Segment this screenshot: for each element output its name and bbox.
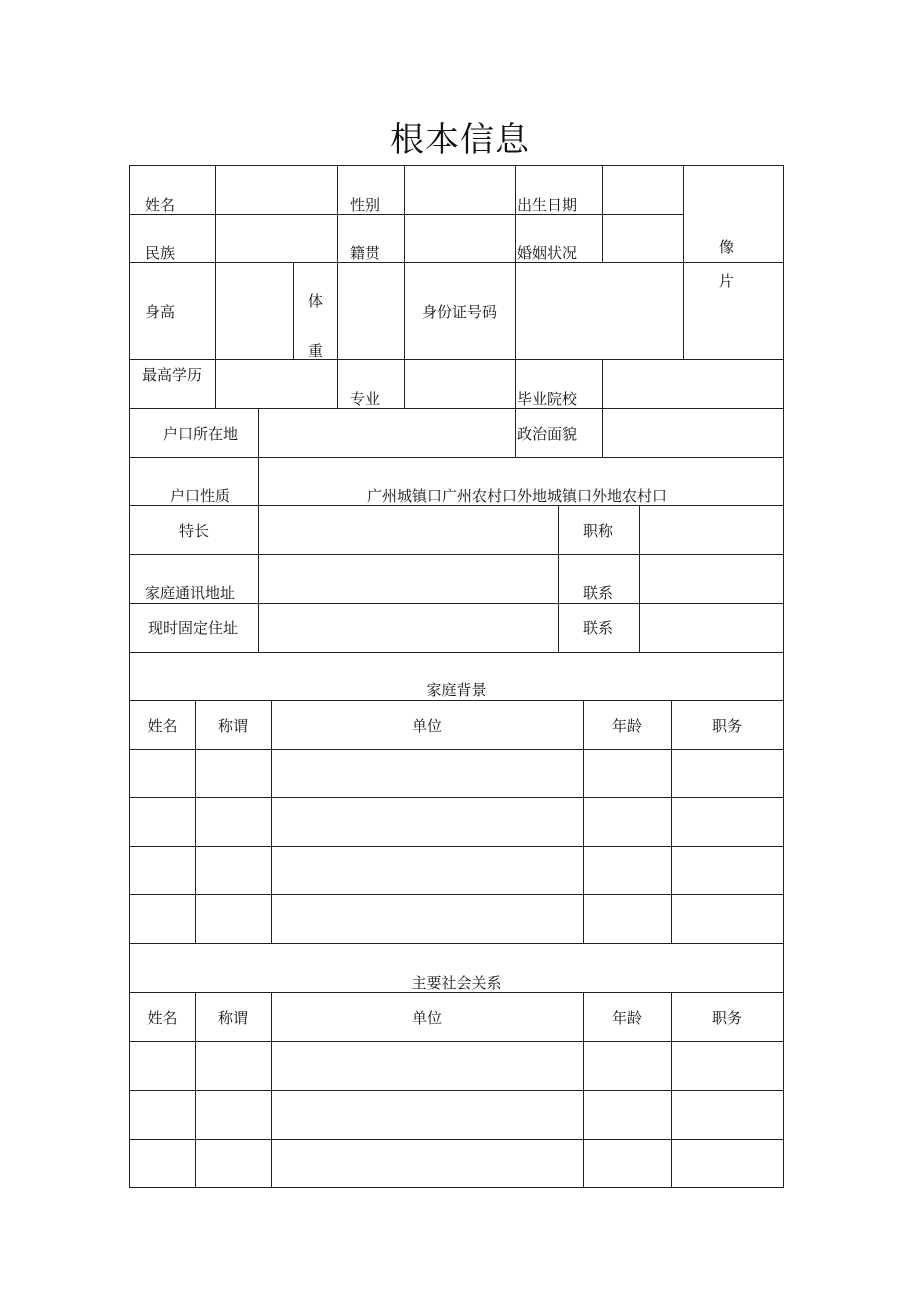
family-header-name: 姓名 (147, 717, 178, 735)
rule (130, 359, 783, 360)
info-form (129, 165, 784, 1188)
rule (130, 457, 783, 458)
social-header-employer: 单位 (411, 1009, 442, 1027)
label-name: 姓名 (145, 196, 176, 214)
hukou-options: 广州城镇口广州农村口外地城镇口外地农村口 (367, 487, 668, 505)
label-political-status: 政治面貌 (517, 425, 578, 443)
social-section-title: 主要社会关系 (411, 974, 502, 992)
rule (683, 166, 684, 359)
label-specialty: 特长 (179, 522, 210, 540)
rule (130, 894, 783, 895)
rule (130, 700, 783, 701)
label-photo-2: 片 (719, 272, 735, 290)
family-header-relation: 称谓 (217, 717, 248, 735)
label-education: 最高学历 (142, 366, 203, 384)
rule (130, 554, 783, 555)
rule (130, 1041, 783, 1042)
rule (258, 408, 259, 652)
social-header-age: 年龄 (611, 1009, 642, 1027)
rule (558, 505, 559, 652)
social-header-relation: 称谓 (217, 1009, 248, 1027)
label-native-place: 籍贯 (350, 244, 381, 262)
rule (337, 166, 338, 408)
label-graduate-school: 毕业院校 (517, 390, 578, 408)
rule (130, 749, 783, 750)
label-family-address: 家庭通讯地址 (145, 584, 236, 602)
label-major: 专业 (350, 390, 381, 408)
rule (130, 943, 783, 944)
label-ethnicity: 民族 (145, 244, 176, 262)
rule (130, 214, 683, 215)
rule (130, 797, 783, 798)
rule (404, 166, 405, 408)
rule (130, 1090, 783, 1091)
rule (130, 603, 783, 604)
label-marital-status: 婚姻状况 (517, 244, 578, 262)
rule (130, 505, 783, 506)
social-header-position: 职务 (711, 1009, 742, 1027)
rule (602, 166, 603, 262)
rule (639, 505, 640, 652)
label-hukou-location: 户口所在地 (163, 425, 239, 443)
rule (130, 846, 783, 847)
label-job-title: 职称 (583, 522, 614, 540)
label-birth-date: 出生日期 (517, 196, 578, 214)
label-id-number: 身份证号码 (422, 303, 498, 321)
rule (293, 262, 294, 359)
rule (515, 166, 516, 457)
rule (130, 408, 783, 409)
label-hukou-type: 户口性质 (170, 487, 231, 505)
label-weight-2: 重 (308, 342, 324, 360)
label-photo-1: 像 (719, 238, 735, 256)
rule (130, 992, 783, 993)
rule (583, 700, 584, 944)
family-header-position: 职务 (711, 717, 742, 735)
family-header-employer: 单位 (411, 717, 442, 735)
rule (671, 700, 672, 944)
rule (130, 652, 783, 653)
label-current-address: 现时固定住址 (148, 619, 239, 637)
family-header-age: 年龄 (611, 717, 642, 735)
label-height: 身高 (145, 303, 176, 321)
page-title: 根本信息 (390, 120, 530, 160)
rule (215, 166, 216, 408)
label-contact-1: 联系 (583, 584, 614, 602)
rule (195, 700, 196, 944)
label-weight-1: 体 (308, 292, 324, 310)
rule (602, 359, 603, 457)
social-header-name: 姓名 (147, 1009, 178, 1027)
rule (130, 262, 783, 263)
label-contact-2: 联系 (583, 619, 614, 637)
family-section-title: 家庭背景 (426, 681, 487, 699)
rule (271, 700, 272, 944)
label-gender: 性别 (350, 196, 381, 214)
rule (130, 1139, 783, 1140)
